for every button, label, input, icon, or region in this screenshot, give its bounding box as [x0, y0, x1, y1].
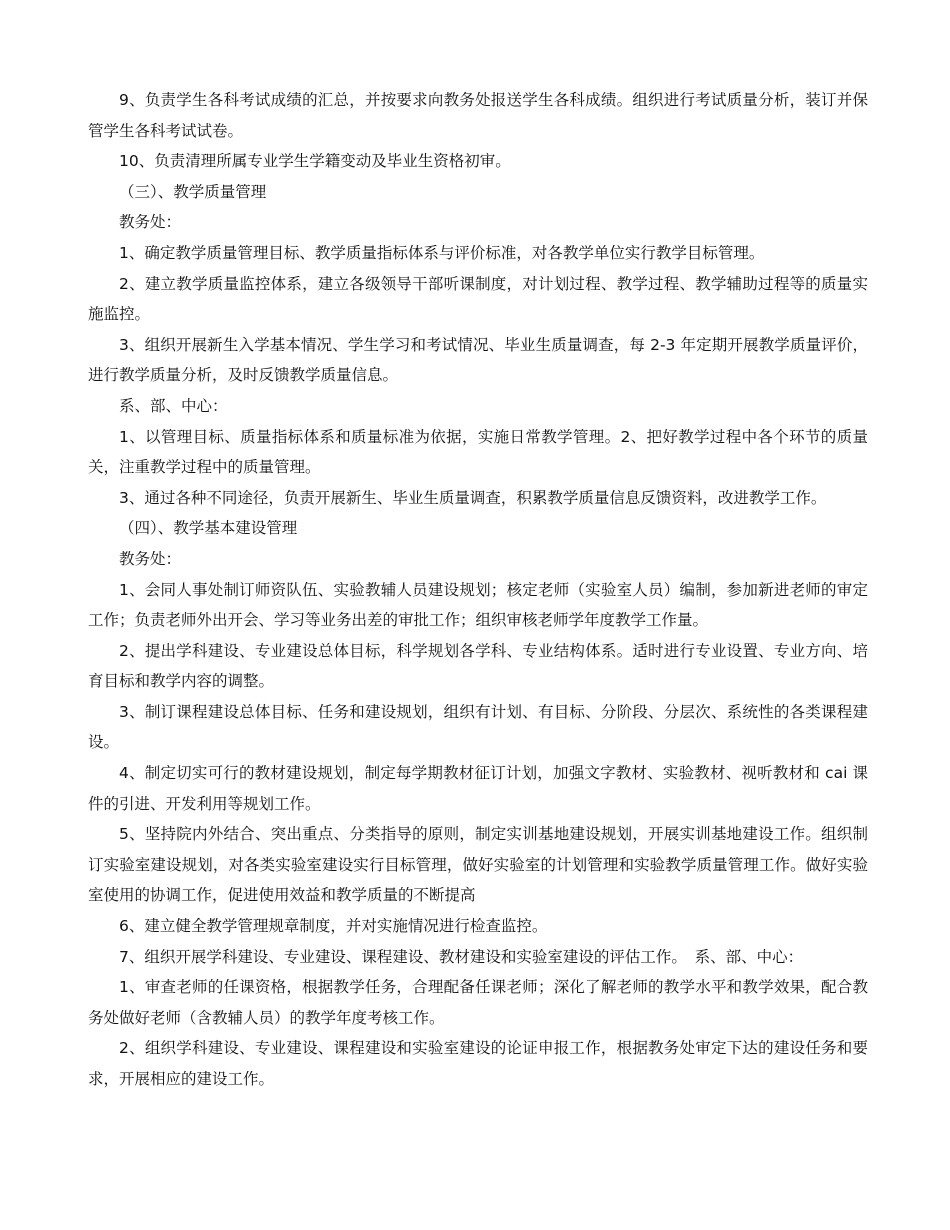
- paragraph-construction-4: 4、制定切实可行的教材建设规划，制定每学期教材征订计划，加强文字教材、实验教材、视听教材和 cai 课件的引进、开发利用等规划工作。: [88, 764, 868, 813]
- section-heading-quality: （三）、教学质量管理: [119, 182, 267, 201]
- subheading-departments: 系、部、中心：: [119, 396, 228, 415]
- subheading-academic-affairs-2: 教务处：: [119, 549, 182, 568]
- document-body: [88, 85, 868, 1095]
- paragraph-dept-quality-1: 1、以管理目标、质量指标体系和质量标准为依据，实施日常教学管理。2、把好教学过程中各个环节的质量关，注重教学过程中的质量管理。: [88, 427, 868, 477]
- paragraph-construction-7: 7、组织开展学科建设、专业建设、课程建设、教材建设和实验室建设的评估工作。 系、部、中心：: [119, 947, 804, 966]
- paragraph-student-status: 10、负责清理所属专业学生学籍变动及毕业生资格初审。: [119, 152, 511, 171]
- paragraph-construction-3: 3、制订课程建设总体目标、任务和建设规划，组织有计划、有目标、分阶段、分层次、系统性的各类课程建设。: [88, 702, 868, 752]
- paragraph-construction-6: 6、建立健全教学管理规章制度，并对实施情况进行检查监控。: [119, 917, 548, 936]
- section-heading-construction: （四）、教学基本建设管理: [119, 519, 298, 538]
- paragraph-dept-construction-2: 2、组织学科建设、专业建设、课程建设和实验室建设的论证申报工作，根据教务处审定下达的建设任务和要求，开展相应的建设工作。: [88, 1039, 868, 1088]
- paragraph-exam-grades: 9、负责学生各科考试成绩的汇总，并按要求向教务处报送学生各科成绩。组织进行考试质量分析，装订并保管学生各科考试试卷。: [88, 91, 868, 140]
- paragraph-construction-1: 1、会同人事处制订师资队伍、实验教辅人员建设规划；核定老师（实验室人员）编制，参加新进老师的审定工作；负责老师外出开会、学习等业务出差的审批工作；组织审核老师学年度教学工作量。: [88, 580, 868, 630]
- paragraph-construction-5: 5、坚持院内外结合、突出重点、分类指导的原则，制定实训基地建设规划，开展实训基地建设工作。组织制订实验室建设规划，对各类实验室建设实行目标管理，做好实验室的计划管理和实验教学质量管理工作。做好实验室使用的协调工作，促进使用效益和教学质量的不断提高: [88, 825, 868, 905]
- paragraph-dept-quality-3: 3、通过各种不同途径，负责开展新生、毕业生质量调查，积累教学质量信息反馈资料，改进教学工作。: [119, 488, 827, 507]
- paragraph-quality-1: 1、确定教学质量管理目标、教学质量指标体系与评价标准，对各教学单位实行教学目标管理。: [119, 243, 765, 262]
- paragraph-quality-2: 2、建立教学质量监控体系，建立各级领导干部听课制度，对计划过程、教学过程、教学辅助过程等的质量实施监控。: [88, 274, 868, 324]
- paragraph-quality-3: 3、组织开展新生入学基本情况、学生学习和考试情况、毕业生质量调查，每 2-3 年定期开展教学质量评价，进行教学质量分析，及时反馈教学质量信息。: [88, 335, 868, 385]
- paragraph-dept-construction-1: 1、审查老师的任课资格，根据教学任务，合理配备任课老师；深化了解老师的教学水平和教学效果，配合教务处做好老师（含教辅人员）的教学年度考核工作。: [88, 978, 868, 1027]
- paragraph-construction-2: 2、提出学科建设、专业建设总体目标，科学规划各学科、专业结构体系。适时进行专业设置、专业方向、培育目标和教学内容的调整。: [88, 641, 868, 691]
- subheading-academic-affairs: 教务处：: [119, 213, 182, 232]
